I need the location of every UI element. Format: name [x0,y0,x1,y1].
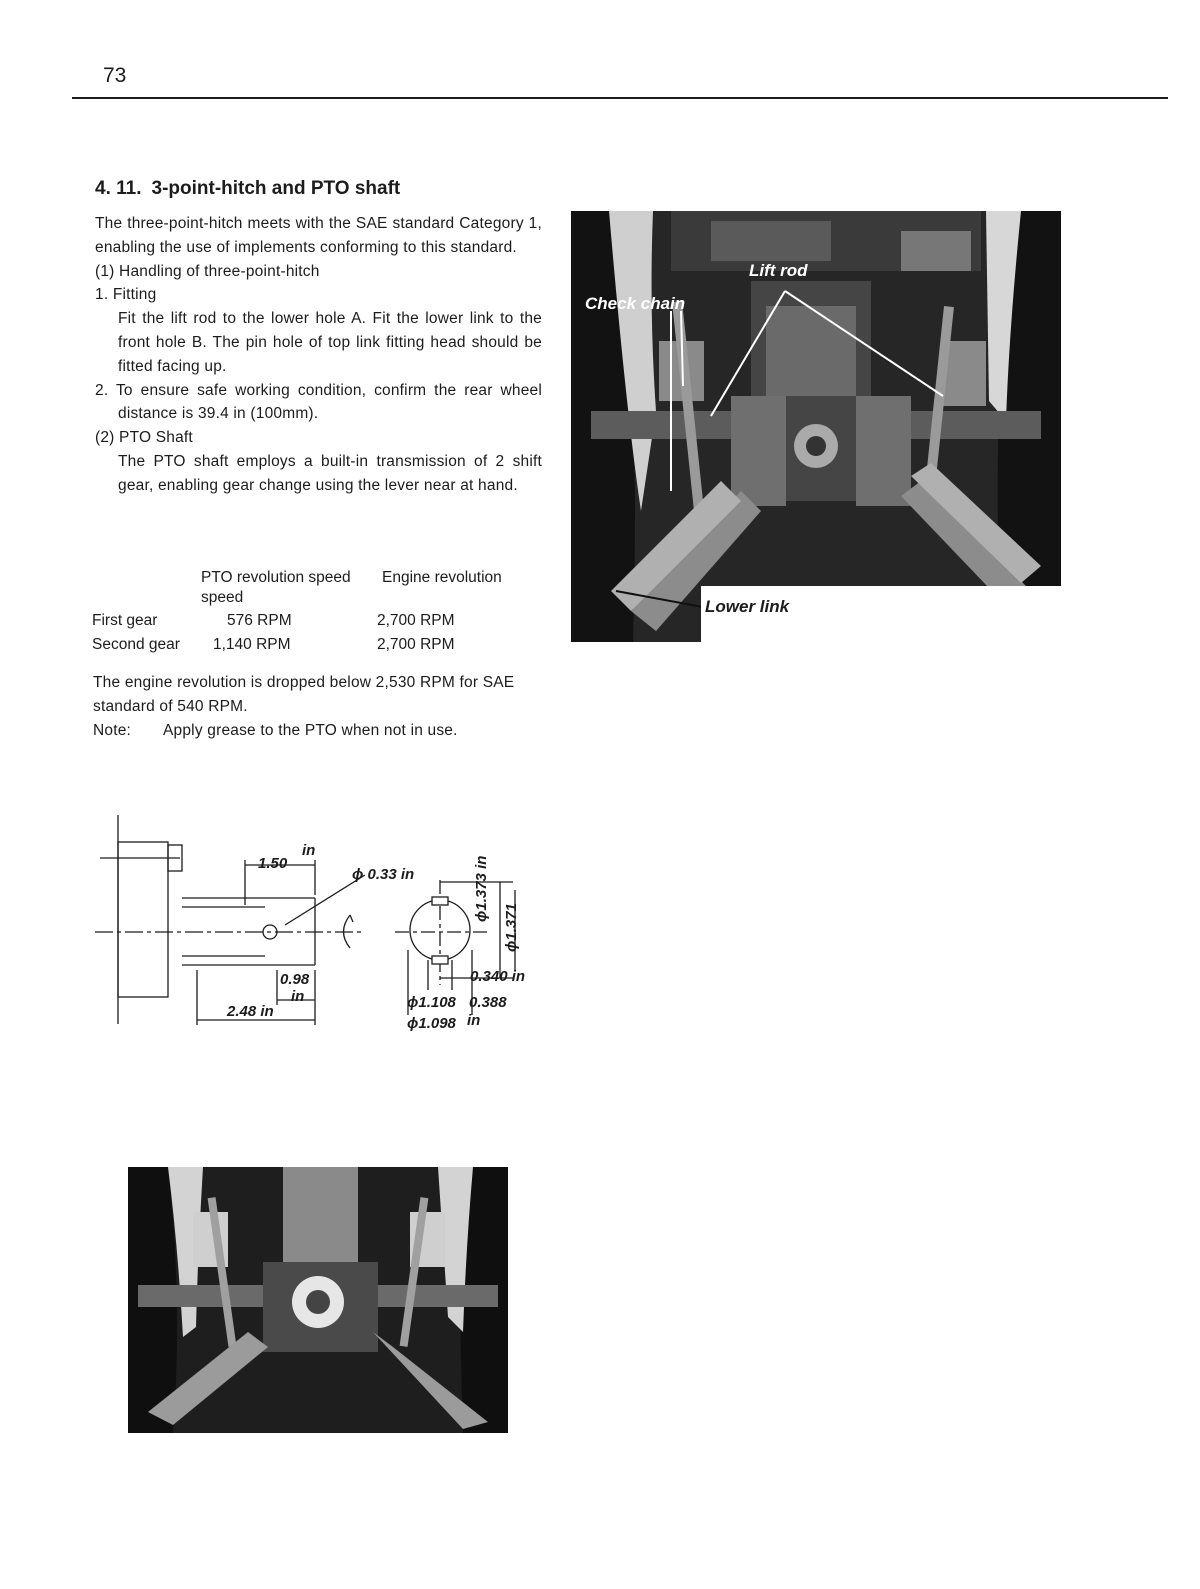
table-cell-pto: 576 RPM [227,612,292,629]
label-check-chain: Check chain [585,294,686,313]
hitch-photo [571,211,1061,642]
note-text: Apply grease to the PTO when not in use. [163,721,458,739]
table-header-pto-line2: speed [201,589,244,606]
fitting-paragraph: Fit the lift rod to the lower hole A. Fit the lower link to the front hole B. The pin hole of top link fitting head should be fitted facing up. [118,310,542,375]
table-cell-pto: 1,140 RPM [213,636,291,653]
table-cell-gear: First gear [92,612,158,629]
label-lift-rod: Lift rod [749,261,808,280]
fitting-heading: 1. Fitting [95,286,157,304]
dim-150-unit: in [302,842,316,859]
table-cell-gear: Second gear [92,636,180,653]
note-line [93,719,543,743]
dim-150: 1.50 [258,855,288,872]
dim-w0340: 0.340 in [470,968,526,985]
engine-drop-text: The engine revolution is dropped below 2,530 RPM for SAE standard of 540 RPM. [93,674,515,715]
dim-d1108: ϕ1.108 [407,994,456,1011]
table-header-engine: Engine revolution [382,569,502,586]
intro-paragraph: The three-point-hitch meets with the SAE standard Category 1, enabling the use of implements conforming to this standard. [95,215,542,256]
table-cell-engine: 2,700 RPM [377,612,455,629]
safe-paragraph: 2. To ensure safe working condition, confirm the rear wheel distance is 39.4 in (100mm). [95,381,542,423]
dim-phi-033: ϕ 0.33 in [352,866,415,883]
speed-table [0,0,600,700]
dim-w0388: 0.388 [469,994,507,1011]
dim-w0388-unit: in [467,1012,481,1029]
table-header-pto: PTO revolution speed [201,569,351,586]
pto-heading: (2) PTO Shaft [95,429,193,447]
section-number: 4. 11. [95,178,142,199]
rear-hitch-photo-drawing [128,1167,508,1433]
pto-paragraph: The PTO shaft employs a built-in transmission of 2 shift gear, enabling gear change using the lever near at hand. [118,452,542,494]
dim-248: 2.48 in [227,1003,274,1020]
rear-hitch-photo [128,1167,508,1433]
dim-d1373: ϕ1.373 in [473,855,490,922]
label-lower-link: Lower link [705,597,790,616]
dim-d1371: ϕ1.371 [503,903,520,952]
handling-heading: (1) Handling of three-point-hitch [95,262,320,280]
pto-shaft-diagram [95,810,545,1045]
section-title: 3-point-hitch and PTO shaft [151,178,401,199]
dim-d1098: ϕ1.098 [407,1015,456,1032]
note-label: Note: [93,721,132,739]
dim-098-unit: in [291,988,305,1005]
engine-note-block [93,671,543,742]
hitch-photo-drawing [571,211,1061,642]
page-number: 73 [103,64,127,87]
table-cell-engine: 2,700 RPM [377,636,455,653]
dim-098: 0.98 [280,971,310,988]
